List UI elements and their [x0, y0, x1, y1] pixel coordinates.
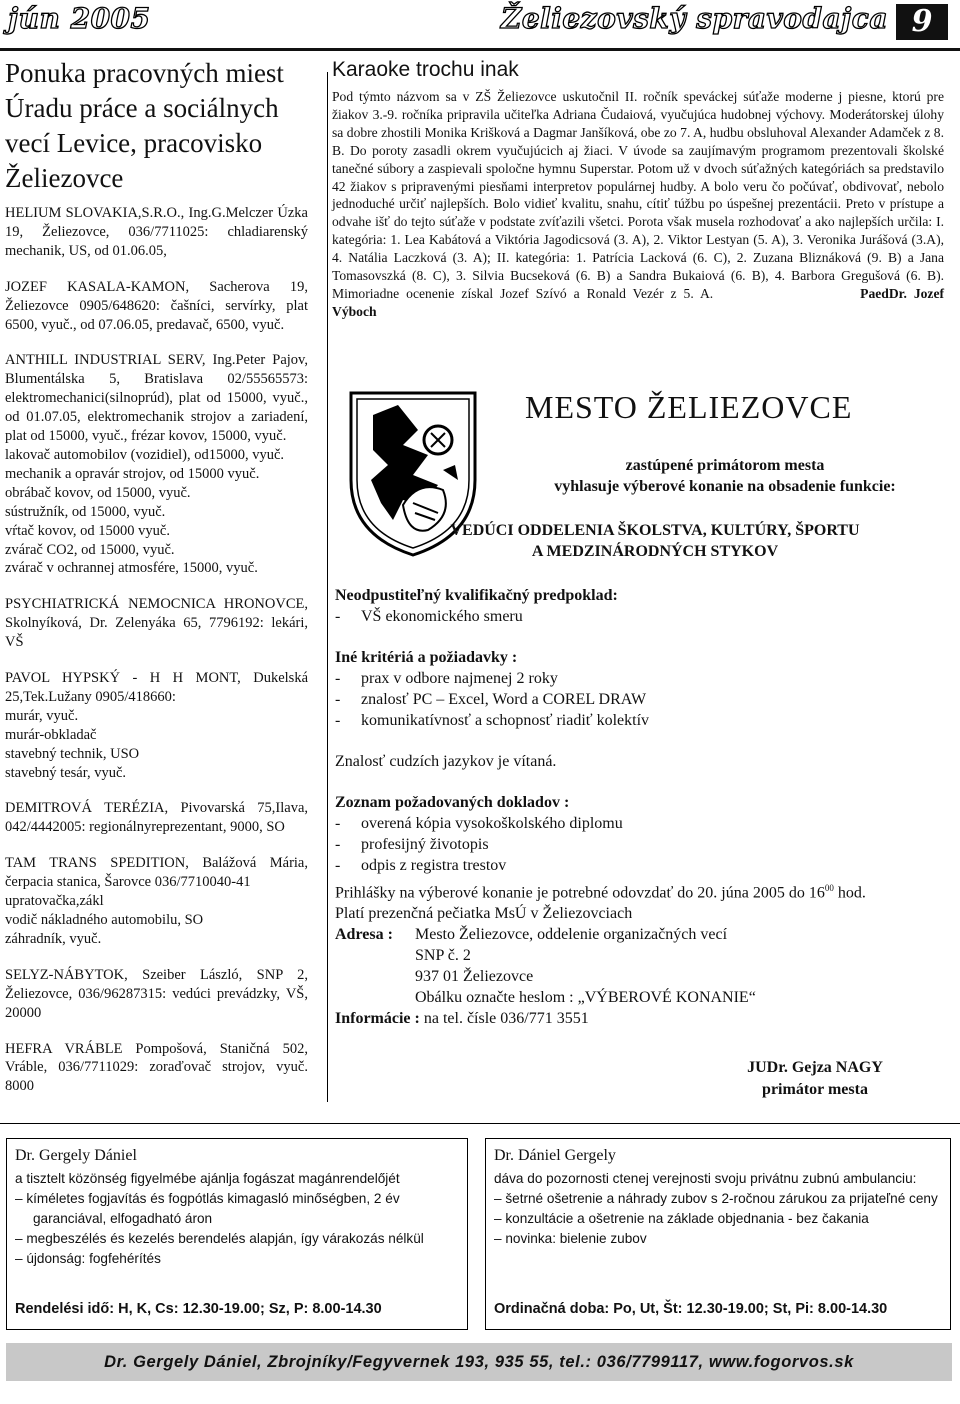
prereq-heading: Neodpustiteľný kvalifikačný predpoklad:: [335, 587, 618, 604]
address-line-3: 937 01 Želiezovce: [415, 968, 534, 986]
application-info: [335, 878, 955, 1029]
list-item: - komunikatívnosť a schopnosť riadiť kolektív: [335, 712, 650, 729]
ad-list-item: – novinka: bielenie zubov: [494, 1231, 647, 1246]
job-offers-column: [5, 56, 308, 1113]
karaoke-title: Karaoke trochu inak: [332, 58, 519, 81]
job-entry: PSYCHIATRICKÁ NEMOCNICA HRONOVCE, Skolnyíková, Dr. Zelenyáka 65, 7796192: lekári, VŠ: [5, 596, 308, 651]
stamp-note: Platí prezenčná pečiatka MsÚ v Želiezovciach: [335, 905, 633, 923]
address-line-2: SNP č. 2: [415, 947, 471, 965]
page-number: 9: [896, 4, 948, 40]
karaoke-article: [332, 58, 944, 321]
info-line: Informácie : na tel. čísle 036/771 3551: [335, 1010, 589, 1028]
issue-date: jún 2005: [8, 2, 151, 35]
karaoke-body: Pod týmto názvom sa v ZŠ Želiezovce uskutočnil II. ročník speváckej súťaže moderne j piesne, ktorú pre žiakov 3.-9. ročníka pripravila učiteľka Adriana Čudaiová, vyučujúca hudobnej výchovy. Moderátorskej úlohy sa dobre zhostili Monika Krišková a Dagmar Janšíková, obe zo 7. A, hudbu obsluhoval Alexander Adamček z 8. B. Do poroty zasadli okrem vyučujúcich aj žiaci. V úvode sa zaujímavým programom prezentovali školské tanečné súbory a zaspievali spoločne hymnu Superstar. Potom už v dvoch súťažných kategóriách sa predstavilo 42 žiakov s pripravenými piesňami interpretov populárnej hudby. A bolo veru čo počúvať, obdivovať, nebolo jednoduché určiť najlepších. Bolo vidieť kvalitu, snahu, cítiť túžbu po úspešnej prezentácii. Preto v prístupe a odvahe išť do tejto súťaže v podstate zvíťazili všetci. Porota však musela rozhodovať a ako najlepších určila: I. kategória: 1. Lea Kabátová a Viktória Jagodicsová (3. A), 2. Viktor Lestyan (5. A), 3. Veronika Jurášová (3.A), 4. Natália Laczková (3. A); II. kategória: 1. Patrícia Lacková (6. C), 2. Zuzana Bliznáková (9. B) a Jana Tomasovszká (8. C), 3. Silvia Bucseková (6. B) a Sandra Bukaiová (6. B), 4. Barbora Gregušová (6. B). Mimoriadne ocenenie získal Jozef Szívó a Ronald Vezér z 5. A. PaedDr. Jozef Výboch: [332, 89, 945, 319]
job-entry: HEFRA VRÁBLE Pompošová, Staničná 502, Vráble, 036/7711029: zoraďovač strojov, vyuč. 8000: [5, 1040, 308, 1095]
list-item: - VŠ ekonomického smeru: [335, 608, 523, 625]
header-rule: [0, 48, 960, 51]
section-divider: [0, 1123, 960, 1124]
job-entry: HELIUM SLOVAKIA,S.R.O., Ing.G.Melczer Úzka 19, Želiezovce, 036/7711025: chladiarenský mechanik, US, od 01.06.05,: [5, 205, 308, 259]
job-entry: ANTHILL INDUSTRIAL SERV, Ing.Peter Pajov, Blumentálska 5, Bratislava 02/55565573: elektromechanici(silnoprúd), plat od 15000, vyuč., od 01.07.05, elektromechanik strojov a zariadení, plat od 15000, vyuč., frézar kovov, 15000, vyuč. lakovač automobilov (vozidiel), od15000, vyuč. mechanik a opravár strojov, od 15000 vyuč. obrábač kovov, od 15000, vyuč. sústružník, od 15000, vyuč. vŕtač kovov, od 15000 vyuč. zvárač CO2, od 15000, vyuč. zvárač v ochrannej atmosfére, 15000, vyuč.: [5, 352, 308, 577]
ad-doctor-name: Dr. Dániel Gergely: [494, 1147, 616, 1164]
list-item: - profesijný životopis: [335, 836, 489, 853]
ad-hours: Ordinačná doba: Po, Ut, Št: 12.30-19.00; St, Pi: 8.00-14.30: [494, 1301, 888, 1317]
mesto-subtitle: zastúpené primátorom mesta vyhlasuje výberové konanie na obsadenie funkcie:: [554, 457, 896, 495]
list-item: - overená kópia vysokoškolského diplomu: [335, 815, 623, 832]
ad-list-item: – újdonság: fogfehérítés: [15, 1251, 161, 1266]
dental-ad-slovak: [485, 1138, 951, 1330]
ad-intro: dáva do pozornosti ctenej verejnosti svoju privátnu zubnú ambulanciu:: [494, 1171, 917, 1186]
ad-doctor-name: Dr. Gergely Dániel: [15, 1147, 137, 1164]
languages-note: Znalosť cudzích jazykov je vítaná.: [335, 753, 557, 770]
deadline-text: Prihlášky na výberové konanie je potrebné odovzdať do 20. júna 2005 do $16^{00}$ hod.: [335, 883, 866, 902]
ad-list-item: – kíméletes fogjavítás és fogpótlás kimagasló minőségben, 2 év garanciával, elfogadható áron: [15, 1191, 400, 1226]
address-block: Adresa : Mesto Želiezovce, oddelenie organizačných vecí: [335, 926, 728, 944]
job-offers-title: Ponuka pracovných miest Úradu práce a sociálnych vecí Levice, pracovisko Želiezovce: [5, 58, 284, 193]
job-entry: JOZEF KASALA-KAMON, Sacherova 19, Želiezovce 0905/648620: čašníci, servírky, plat 6500, vyuč., od 07.06.05, predavač, 6500, vyuč.: [5, 278, 308, 333]
ad-hours: Rendelési idő: H, K, Cs: 12.30-19.00; Sz, P: 8.00-14.30: [15, 1301, 382, 1317]
mesto-title: MESTO ŽELIEZOVCE: [525, 389, 853, 425]
list-item: - znalosť PC – Excel, Word a COREL DRAW: [335, 691, 647, 708]
ad-list-item: – konzultácie a ošetrenie na základe objednania - bez čakania: [494, 1211, 869, 1226]
ad-list-item: – šetrné ošetrenie a náhrady zubov s 2-ročnou zárukou za prijateľné ceny: [494, 1191, 938, 1206]
column-divider: [327, 72, 328, 1102]
job-entry: PAVOL HYPSKÝ - H H MONT, Dukelská 25,Tek.Lužany 0905/418660: murár, vyuč. murár-obkladač stavebný technik, USO stavebný tesár, vyuč.: [5, 670, 308, 781]
newspaper-title: Želiezovský spravodajca: [500, 2, 888, 35]
footer-banner: Dr. Gergely Dániel, Zbrojníky/Fegyvernek 193, 935 55, tel.: 036/7799117, www.fogorvos.sk: [6, 1343, 952, 1381]
list-item: - odpis z registra trestov: [335, 857, 507, 874]
criteria-heading: Iné kritériá a požiadavky :: [335, 649, 518, 666]
ad-intro: a tisztelt közönség figyelmébe ajánlja fogászat magánrendelőjét: [15, 1171, 400, 1186]
job-entry: DEMITROVÁ TERÉZIA, Pivovarská 75,Ilava, 042/4442005: regionálnyreprezentant, 9000, SO: [5, 800, 308, 836]
job-offers-list: [5, 204, 308, 1096]
mayor-signature: JUDr. Gejza NAGY primátor mesta: [747, 1059, 883, 1098]
job-entry: TAM TRANS SPEDITION, Balážová Mária, čerpacia stanica, Šarovce 036/7710040-41 upratovačka,zákl vodič nákladného automobilu, SO záhradník, vyuč.: [5, 855, 308, 947]
karaoke-signature: PaedDr. Jozef Výboch: [332, 285, 945, 319]
list-item: - prax v odbore najmenej 2 roky: [335, 670, 558, 687]
address-line-4: Obálku označte heslom : „VÝBEROVÉ KONANIE“: [415, 989, 756, 1007]
position-title: VEDÚCI ODDELENIA ŠKOLSTVA, KULTÚRY, ŠPORTU A MEDZINÁRODNÝCH STYKOV: [450, 522, 860, 560]
requirements: [335, 585, 943, 876]
ad-list-item: – megbeszélés és kezelés berendelés alapján, így várakozás nélkül: [15, 1231, 424, 1246]
docs-heading: Zoznam požadovaných dokladov :: [335, 794, 570, 811]
dental-ad-hungarian: [6, 1138, 468, 1330]
job-entry: SELYZ-NÁBYTOK, Szeiber László, SNP 2, Želiezovce, 036/96287315: vedúci prevádzky, VŠ, 20000: [5, 966, 308, 1021]
